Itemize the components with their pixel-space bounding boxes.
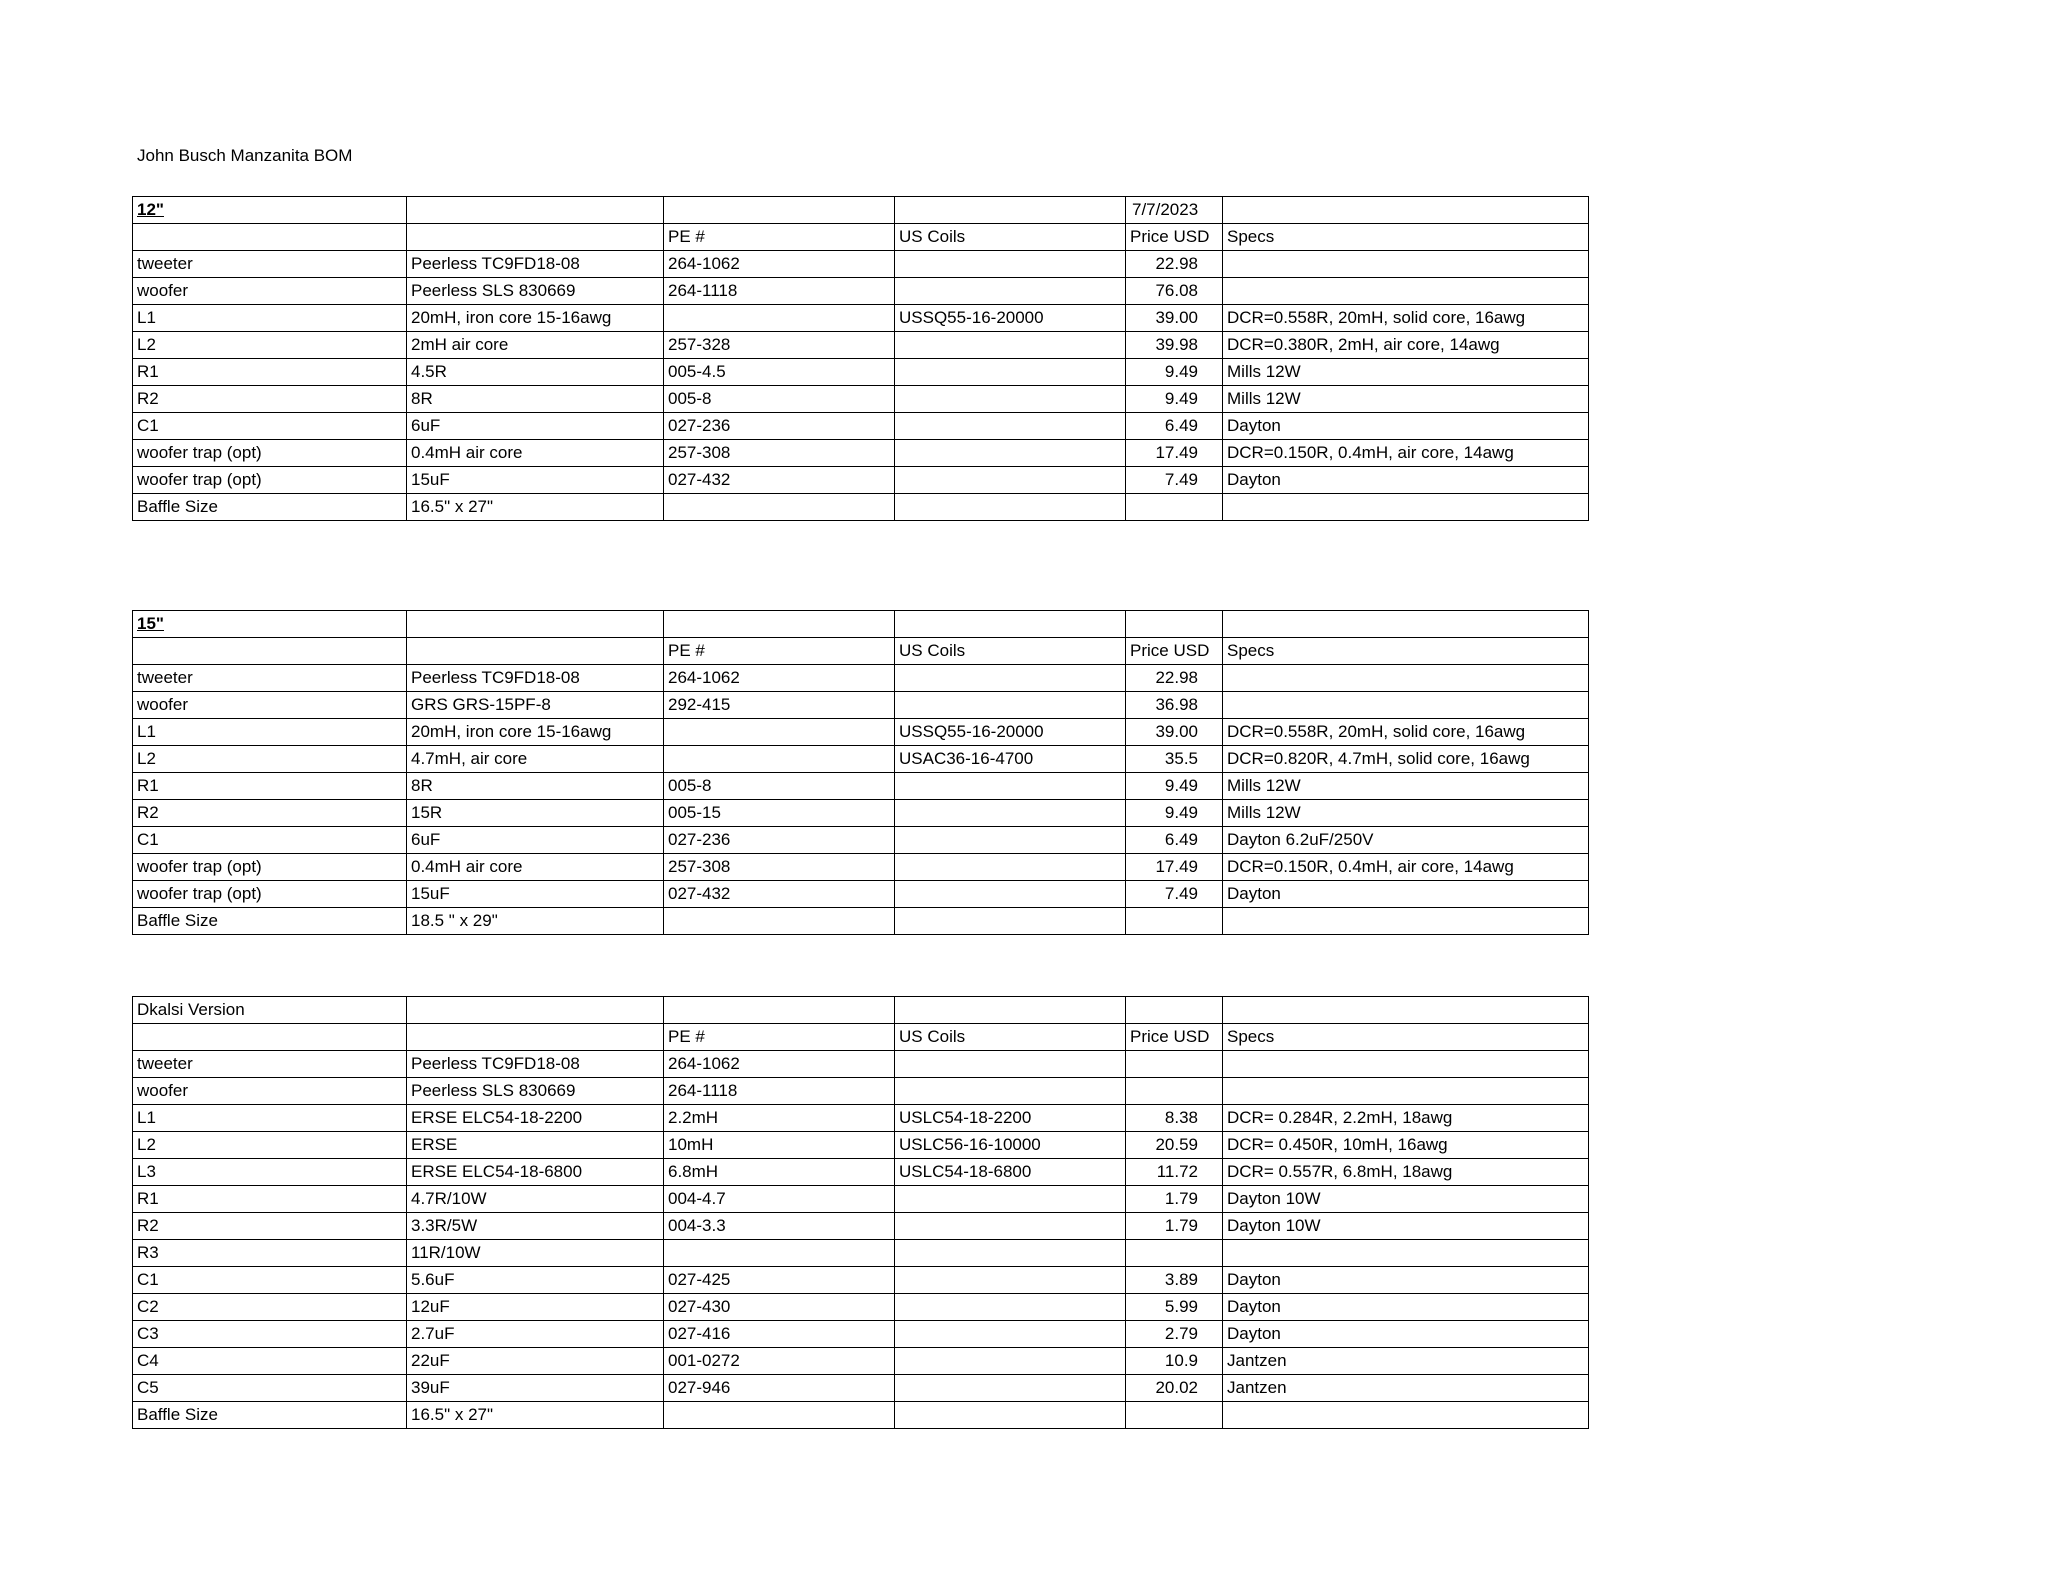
us-coils-cell	[895, 359, 1126, 386]
specs-cell: Dayton	[1223, 1267, 1589, 1294]
us-coils-cell	[895, 1294, 1126, 1321]
part-cell: L2	[133, 746, 407, 773]
header-price-usd: Price USD	[1126, 224, 1223, 251]
specs-cell: DCR=0.558R, 20mH, solid core, 16awg	[1223, 305, 1589, 332]
description-cell: GRS GRS-15PF-8	[407, 692, 664, 719]
pe-number-cell: 027-236	[664, 413, 895, 440]
specs-cell: DCR=0.150R, 0.4mH, air core, 14awg	[1223, 440, 1589, 467]
empty-cell	[407, 611, 664, 638]
specs-cell	[1223, 665, 1589, 692]
us-coils-cell	[895, 1240, 1126, 1267]
bom-table-dkalsi-version	[132, 996, 1589, 1429]
header-row	[133, 1024, 1589, 1051]
price-cell: 9.49	[1126, 386, 1223, 413]
header-row	[133, 224, 1589, 251]
pe-number-cell: 027-416	[664, 1321, 895, 1348]
pe-number-cell: 005-8	[664, 773, 895, 800]
price-cell: 11.72	[1126, 1159, 1223, 1186]
table-row	[133, 665, 1589, 692]
us-coils-cell	[895, 908, 1126, 935]
part-cell: tweeter	[133, 251, 407, 278]
us-coils-cell	[895, 278, 1126, 305]
table-row	[133, 1267, 1589, 1294]
pe-number-cell	[664, 1240, 895, 1267]
pe-number-cell: 6.8mH	[664, 1159, 895, 1186]
description-cell: 15uF	[407, 467, 664, 494]
specs-cell: Dayton	[1223, 1321, 1589, 1348]
pe-number-cell: 264-1062	[664, 251, 895, 278]
part-cell: C2	[133, 1294, 407, 1321]
empty-cell	[664, 997, 895, 1024]
us-coils-cell: USSQ55-16-20000	[895, 305, 1126, 332]
empty-cell	[895, 197, 1126, 224]
pe-number-cell: 005-15	[664, 800, 895, 827]
part-cell: R1	[133, 1186, 407, 1213]
part-cell: Baffle Size	[133, 908, 407, 935]
section-label: 15"	[133, 611, 407, 638]
table-row	[133, 1132, 1589, 1159]
price-cell: 1.79	[1126, 1213, 1223, 1240]
part-cell: L1	[133, 1105, 407, 1132]
specs-cell	[1223, 692, 1589, 719]
price-cell: 39.98	[1126, 332, 1223, 359]
pe-number-cell: 257-328	[664, 332, 895, 359]
price-cell: 17.49	[1126, 440, 1223, 467]
specs-cell: DCR=0.150R, 0.4mH, air core, 14awg	[1223, 854, 1589, 881]
description-cell: Peerless TC9FD18-08	[407, 251, 664, 278]
part-cell: L1	[133, 719, 407, 746]
price-cell: 9.49	[1126, 773, 1223, 800]
price-cell	[1126, 1051, 1223, 1078]
pe-number-cell	[664, 746, 895, 773]
description-cell: 3.3R/5W	[407, 1213, 664, 1240]
table-row	[133, 1402, 1589, 1429]
empty-cell	[407, 997, 664, 1024]
pe-number-cell: 001-0272	[664, 1348, 895, 1375]
header-price-usd: Price USD	[1126, 638, 1223, 665]
us-coils-cell	[895, 854, 1126, 881]
pe-number-cell: 257-308	[664, 440, 895, 467]
table-row	[133, 359, 1589, 386]
specs-cell	[1223, 908, 1589, 935]
specs-cell: Dayton 6.2uF/250V	[1223, 827, 1589, 854]
specs-cell: Dayton	[1223, 1294, 1589, 1321]
part-cell: woofer	[133, 278, 407, 305]
header-specs: Specs	[1223, 1024, 1589, 1051]
table-row	[133, 413, 1589, 440]
price-cell: 6.49	[1126, 413, 1223, 440]
part-cell: C5	[133, 1375, 407, 1402]
table-row	[133, 332, 1589, 359]
empty-cell	[407, 197, 664, 224]
section-label: Dkalsi Version	[133, 997, 407, 1024]
price-cell: 20.59	[1126, 1132, 1223, 1159]
pe-number-cell: 10mH	[664, 1132, 895, 1159]
table-row	[133, 1186, 1589, 1213]
table-row	[133, 467, 1589, 494]
part-cell: woofer trap (opt)	[133, 440, 407, 467]
us-coils-cell	[895, 1348, 1126, 1375]
specs-cell: Dayton	[1223, 413, 1589, 440]
part-cell: R3	[133, 1240, 407, 1267]
table-row	[133, 1105, 1589, 1132]
pe-number-cell: 004-4.7	[664, 1186, 895, 1213]
description-cell: 18.5 " x 29"	[407, 908, 664, 935]
header-pe-number: PE #	[664, 224, 895, 251]
part-cell: L2	[133, 332, 407, 359]
description-cell: 16.5" x 27"	[407, 1402, 664, 1429]
description-cell: 4.7mH, air core	[407, 746, 664, 773]
part-cell: C1	[133, 827, 407, 854]
price-cell: 3.89	[1126, 1267, 1223, 1294]
us-coils-cell	[895, 773, 1126, 800]
description-cell: 5.6uF	[407, 1267, 664, 1294]
part-cell: C3	[133, 1321, 407, 1348]
specs-cell: Dayton 10W	[1223, 1213, 1589, 1240]
part-cell: woofer trap (opt)	[133, 854, 407, 881]
table-row	[133, 692, 1589, 719]
part-cell: L1	[133, 305, 407, 332]
table-row	[133, 1375, 1589, 1402]
part-cell: woofer	[133, 1078, 407, 1105]
price-cell: 9.49	[1126, 359, 1223, 386]
us-coils-cell	[895, 386, 1126, 413]
empty-cell	[895, 611, 1126, 638]
specs-cell: Dayton	[1223, 467, 1589, 494]
us-coils-cell	[895, 665, 1126, 692]
pe-number-cell: 005-8	[664, 386, 895, 413]
empty-cell	[1223, 997, 1589, 1024]
description-cell: 6uF	[407, 827, 664, 854]
pe-number-cell: 264-1118	[664, 1078, 895, 1105]
table-row	[133, 908, 1589, 935]
empty-cell	[664, 611, 895, 638]
description-cell: 11R/10W	[407, 1240, 664, 1267]
us-coils-cell	[895, 1375, 1126, 1402]
table-row	[133, 1078, 1589, 1105]
description-cell: 15R	[407, 800, 664, 827]
table-row	[133, 1213, 1589, 1240]
price-cell	[1126, 1402, 1223, 1429]
description-cell: 22uF	[407, 1348, 664, 1375]
empty-cell	[133, 224, 407, 251]
table-row	[133, 719, 1589, 746]
empty-cell	[1223, 197, 1589, 224]
description-cell: Peerless SLS 830669	[407, 1078, 664, 1105]
pe-number-cell	[664, 908, 895, 935]
specs-cell: Jantzen	[1223, 1348, 1589, 1375]
us-coils-cell	[895, 1186, 1126, 1213]
section-label: 12"	[133, 197, 407, 224]
us-coils-cell: USSQ55-16-20000	[895, 719, 1126, 746]
price-cell: 2.79	[1126, 1321, 1223, 1348]
us-coils-cell	[895, 1267, 1126, 1294]
document-title: John Busch Manzanita BOM	[137, 146, 353, 165]
empty-cell	[407, 224, 664, 251]
description-cell: 0.4mH air core	[407, 440, 664, 467]
us-coils-cell	[895, 1321, 1126, 1348]
price-cell: 36.98	[1126, 692, 1223, 719]
price-cell: 20.02	[1126, 1375, 1223, 1402]
table-row	[133, 881, 1589, 908]
header-specs: Specs	[1223, 638, 1589, 665]
us-coils-cell	[895, 251, 1126, 278]
specs-cell: DCR= 0.284R, 2.2mH, 18awg	[1223, 1105, 1589, 1132]
pe-number-cell	[664, 305, 895, 332]
price-cell	[1126, 494, 1223, 521]
price-cell: 35.5	[1126, 746, 1223, 773]
part-cell: woofer	[133, 692, 407, 719]
table-row	[133, 278, 1589, 305]
table-row	[133, 827, 1589, 854]
price-cell	[1126, 1240, 1223, 1267]
description-cell: Peerless TC9FD18-08	[407, 665, 664, 692]
section-row	[133, 197, 1589, 224]
pe-number-cell: 264-1062	[664, 1051, 895, 1078]
table-row	[133, 1294, 1589, 1321]
section-row	[133, 611, 1589, 638]
specs-cell	[1223, 494, 1589, 521]
header-us-coils: US Coils	[895, 638, 1126, 665]
us-coils-cell: USLC56-16-10000	[895, 1132, 1126, 1159]
us-coils-cell	[895, 494, 1126, 521]
part-cell: tweeter	[133, 1051, 407, 1078]
pe-number-cell: 292-415	[664, 692, 895, 719]
pe-number-cell: 027-946	[664, 1375, 895, 1402]
price-cell: 76.08	[1126, 278, 1223, 305]
table-row	[133, 494, 1589, 521]
description-cell: 2mH air core	[407, 332, 664, 359]
description-cell: 16.5" x 27"	[407, 494, 664, 521]
table-row	[133, 773, 1589, 800]
us-coils-cell	[895, 1213, 1126, 1240]
us-coils-cell	[895, 332, 1126, 359]
pe-number-cell: 027-430	[664, 1294, 895, 1321]
specs-cell: DCR= 0.450R, 10mH, 16awg	[1223, 1132, 1589, 1159]
part-cell: R1	[133, 773, 407, 800]
pe-number-cell: 027-425	[664, 1267, 895, 1294]
us-coils-cell	[895, 467, 1126, 494]
pe-number-cell: 004-3.3	[664, 1213, 895, 1240]
pe-number-cell: 027-432	[664, 467, 895, 494]
price-cell: 1.79	[1126, 1186, 1223, 1213]
us-coils-cell: USAC36-16-4700	[895, 746, 1126, 773]
specs-cell	[1223, 1051, 1589, 1078]
us-coils-cell	[895, 692, 1126, 719]
pe-number-cell: 027-236	[664, 827, 895, 854]
price-cell: 22.98	[1126, 665, 1223, 692]
price-cell: 5.99	[1126, 1294, 1223, 1321]
description-cell: 20mH, iron core 15-16awg	[407, 305, 664, 332]
specs-cell	[1223, 251, 1589, 278]
specs-cell: Mills 12W	[1223, 773, 1589, 800]
specs-cell	[1223, 1078, 1589, 1105]
table-row	[133, 854, 1589, 881]
price-cell: 22.98	[1126, 251, 1223, 278]
bom-table-15-inch	[132, 610, 1589, 935]
us-coils-cell	[895, 827, 1126, 854]
description-cell: 12uF	[407, 1294, 664, 1321]
specs-cell: Dayton 10W	[1223, 1186, 1589, 1213]
description-cell: 4.5R	[407, 359, 664, 386]
part-cell: woofer trap (opt)	[133, 467, 407, 494]
header-pe-number: PE #	[664, 638, 895, 665]
specs-cell	[1223, 1402, 1589, 1429]
table-row	[133, 1240, 1589, 1267]
price-cell: 8.38	[1126, 1105, 1223, 1132]
part-cell: C1	[133, 413, 407, 440]
part-cell: C1	[133, 1267, 407, 1294]
part-cell: L3	[133, 1159, 407, 1186]
empty-cell	[895, 997, 1126, 1024]
us-coils-cell: USLC54-18-2200	[895, 1105, 1126, 1132]
description-cell: ERSE ELC54-18-2200	[407, 1105, 664, 1132]
us-coils-cell	[895, 440, 1126, 467]
description-cell: 8R	[407, 773, 664, 800]
part-cell: tweeter	[133, 665, 407, 692]
pe-number-cell: 027-432	[664, 881, 895, 908]
part-cell: Baffle Size	[133, 494, 407, 521]
description-cell: 2.7uF	[407, 1321, 664, 1348]
specs-cell: DCR=0.820R, 4.7mH, solid core, 16awg	[1223, 746, 1589, 773]
us-coils-cell	[895, 1402, 1126, 1429]
us-coils-cell	[895, 881, 1126, 908]
us-coils-cell	[895, 1051, 1126, 1078]
section-row	[133, 997, 1589, 1024]
part-cell: R2	[133, 800, 407, 827]
empty-cell	[664, 197, 895, 224]
table-row	[133, 305, 1589, 332]
description-cell: 0.4mH air core	[407, 854, 664, 881]
pe-number-cell	[664, 719, 895, 746]
specs-cell: Jantzen	[1223, 1375, 1589, 1402]
price-cell: 39.00	[1126, 719, 1223, 746]
specs-cell: Mills 12W	[1223, 800, 1589, 827]
table-row	[133, 386, 1589, 413]
specs-cell: DCR=0.380R, 2mH, air core, 14awg	[1223, 332, 1589, 359]
price-cell: 10.9	[1126, 1348, 1223, 1375]
specs-cell	[1223, 278, 1589, 305]
price-cell: 7.49	[1126, 881, 1223, 908]
part-cell: R2	[133, 386, 407, 413]
date-cell	[1126, 997, 1223, 1024]
table-row	[133, 440, 1589, 467]
us-coils-cell	[895, 800, 1126, 827]
empty-cell	[133, 1024, 407, 1051]
description-cell: Peerless TC9FD18-08	[407, 1051, 664, 1078]
date-cell	[1126, 611, 1223, 638]
table-row	[133, 251, 1589, 278]
pe-number-cell	[664, 1402, 895, 1429]
pe-number-cell: 264-1062	[664, 665, 895, 692]
price-cell: 39.00	[1126, 305, 1223, 332]
date-cell: 7/7/2023	[1126, 197, 1223, 224]
header-pe-number: PE #	[664, 1024, 895, 1051]
price-cell: 9.49	[1126, 800, 1223, 827]
pe-number-cell: 257-308	[664, 854, 895, 881]
description-cell: 4.7R/10W	[407, 1186, 664, 1213]
part-cell: R1	[133, 359, 407, 386]
specs-cell: Mills 12W	[1223, 386, 1589, 413]
pe-number-cell: 005-4.5	[664, 359, 895, 386]
us-coils-cell	[895, 1078, 1126, 1105]
bom-table-12-inch	[132, 196, 1589, 521]
part-cell: woofer trap (opt)	[133, 881, 407, 908]
description-cell: 6uF	[407, 413, 664, 440]
price-cell: 17.49	[1126, 854, 1223, 881]
specs-cell	[1223, 1240, 1589, 1267]
empty-cell	[133, 638, 407, 665]
specs-cell: Mills 12W	[1223, 359, 1589, 386]
price-cell	[1126, 908, 1223, 935]
specs-cell: DCR=0.558R, 20mH, solid core, 16awg	[1223, 719, 1589, 746]
specs-cell: Dayton	[1223, 881, 1589, 908]
price-cell	[1126, 1078, 1223, 1105]
table-row	[133, 1321, 1589, 1348]
part-cell: R2	[133, 1213, 407, 1240]
us-coils-cell: USLC54-18-6800	[895, 1159, 1126, 1186]
empty-cell	[1223, 611, 1589, 638]
description-cell: 39uF	[407, 1375, 664, 1402]
part-cell: Baffle Size	[133, 1402, 407, 1429]
empty-cell	[407, 1024, 664, 1051]
table-row	[133, 1051, 1589, 1078]
table-row	[133, 1348, 1589, 1375]
pe-number-cell	[664, 494, 895, 521]
us-coils-cell	[895, 413, 1126, 440]
header-specs: Specs	[1223, 224, 1589, 251]
description-cell: Peerless SLS 830669	[407, 278, 664, 305]
description-cell: 20mH, iron core 15-16awg	[407, 719, 664, 746]
specs-cell: DCR= 0.557R, 6.8mH, 18awg	[1223, 1159, 1589, 1186]
part-cell: L2	[133, 1132, 407, 1159]
table-row	[133, 746, 1589, 773]
part-cell: C4	[133, 1348, 407, 1375]
pe-number-cell: 264-1118	[664, 278, 895, 305]
price-cell: 7.49	[1126, 467, 1223, 494]
description-cell: 8R	[407, 386, 664, 413]
pe-number-cell: 2.2mH	[664, 1105, 895, 1132]
description-cell: ERSE ELC54-18-6800	[407, 1159, 664, 1186]
header-us-coils: US Coils	[895, 224, 1126, 251]
description-cell: 15uF	[407, 881, 664, 908]
header-row	[133, 638, 1589, 665]
header-price-usd: Price USD	[1126, 1024, 1223, 1051]
table-row	[133, 1159, 1589, 1186]
price-cell: 6.49	[1126, 827, 1223, 854]
table-row	[133, 800, 1589, 827]
description-cell: ERSE	[407, 1132, 664, 1159]
header-us-coils: US Coils	[895, 1024, 1126, 1051]
empty-cell	[407, 638, 664, 665]
